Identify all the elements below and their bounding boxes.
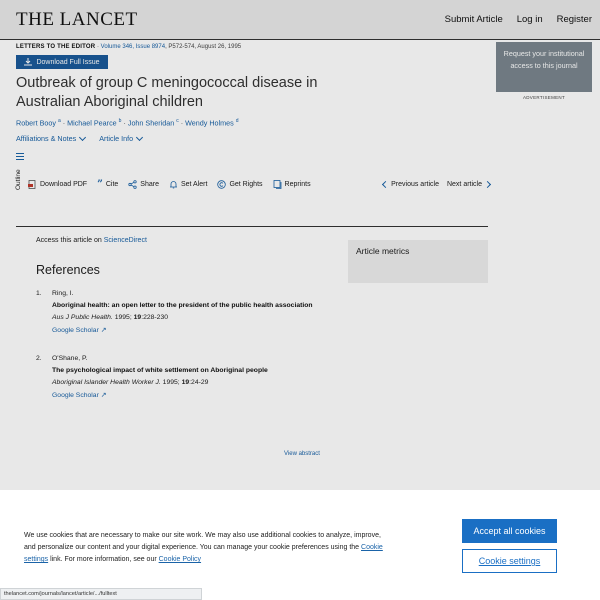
- cite-button[interactable]: ” Cite: [97, 178, 119, 190]
- site-header: [0, 0, 600, 40]
- outline-label[interactable]: Outline: [15, 169, 22, 190]
- article-toolbar: [28, 180, 490, 189]
- affiliations-toggle[interactable]: Affiliations & Notes: [16, 134, 85, 143]
- download-pdf-button[interactable]: Download PDF: [28, 180, 87, 189]
- google-scholar-link[interactable]: Google Scholar ↗: [52, 327, 107, 334]
- reference-source: Aboriginal Islander Health Worker J. 1995; 19:24-29: [52, 379, 209, 386]
- author-link[interactable]: Michael Pearce: [67, 118, 117, 128]
- bell-icon: [169, 180, 178, 189]
- header-nav: [445, 14, 592, 25]
- share-icon: [128, 180, 137, 189]
- reference-title: The psychological impact of white settlement on Aboriginal people: [52, 367, 268, 374]
- copyright-icon: [217, 180, 226, 189]
- article-title: Outbreak of group C meningococcal disease in Australian Aboriginal children: [16, 75, 318, 110]
- article-pager: [383, 181, 490, 188]
- submit-article-link[interactable]: Submit Article: [444, 14, 503, 25]
- cookie-settings-button[interactable]: Cookie settings: [462, 549, 557, 573]
- breadcrumb: LETTERS TO THE EDITOR · Volume 346, Issue 8974, P572-574, August 26, 1995: [16, 44, 242, 50]
- download-icon: [24, 58, 32, 66]
- external-link-icon: ↗: [100, 327, 107, 334]
- reference-title: Aboriginal health: an open letter to the president of the public health association: [52, 302, 313, 309]
- author-link[interactable]: John Sheridan: [127, 118, 175, 128]
- author-list: Robert Booy $^a$ · Michael Pearce $^b$ · John Sheridan $^c$ · Wendy Holmes $^d$: [16, 118, 239, 128]
- accept-all-cookies-button[interactable]: Accept all cookies: [462, 519, 557, 543]
- article-metrics-panel: [348, 240, 488, 283]
- get-rights-button[interactable]: Get Rights: [217, 180, 262, 189]
- advertisement-label: ADVERTISEMENT: [522, 95, 566, 100]
- google-scholar-link[interactable]: Google Scholar ↗: [52, 392, 107, 399]
- references-heading: References: [36, 263, 100, 277]
- outline-menu-icon[interactable]: [16, 153, 24, 160]
- external-link-icon: ↗: [100, 392, 107, 399]
- register-link[interactable]: Register: [556, 14, 592, 25]
- next-article-link[interactable]: Next article: [447, 181, 490, 188]
- issue-meta: , P572-574, August 26, 1995: [165, 44, 242, 50]
- chevron-left-icon: [382, 181, 389, 188]
- article-info-toggle[interactable]: Article Info: [99, 134, 142, 143]
- status-bar-url: thelancet.com/journals/lancet/article/.../fulltext: [0, 588, 202, 600]
- cookie-settings-link[interactable]: Cookie settings: [24, 544, 383, 563]
- share-button[interactable]: Share: [128, 180, 159, 189]
- set-alert-button[interactable]: Set Alert: [169, 180, 207, 189]
- author-link[interactable]: Wendy Holmes: [185, 118, 234, 128]
- download-full-issue-button[interactable]: Download Full Issue: [16, 55, 108, 69]
- access-note: Access this article on ScienceDirect: [36, 237, 147, 244]
- quote-icon: ”: [97, 178, 103, 190]
- lancet-logo[interactable]: THE LANCET: [16, 9, 138, 30]
- cookie-text: We use cookies that are necessary to make our site work. We may also use additional cookies to analyze, improve, and personalize our content and your digital experience. You can manage your cookie preferences using the Cookie settings link. For more information, see our Cookie Policy: [24, 532, 383, 563]
- reprints-icon: [273, 180, 282, 189]
- author-link[interactable]: Robert Booy: [16, 118, 56, 128]
- previous-article-link[interactable]: Previous article: [383, 181, 439, 188]
- view-abstract-link[interactable]: View abstract: [284, 451, 320, 457]
- log-in-link[interactable]: Log in: [516, 14, 543, 25]
- reprints-button[interactable]: Reprints: [273, 180, 311, 189]
- article-metrics-title: Article metrics: [356, 246, 410, 256]
- chevron-right-icon: [484, 181, 491, 188]
- sciencedirect-link[interactable]: ScienceDirect: [103, 237, 147, 244]
- volume-link[interactable]: Volume 346, Issue 8974: [100, 44, 166, 50]
- reference-authors: O'Shane, P.: [52, 355, 88, 362]
- reference-authors: Ring, I.: [52, 290, 74, 297]
- chevron-down-icon: [79, 133, 86, 140]
- pdf-icon: [28, 180, 37, 189]
- chevron-down-icon: [136, 133, 143, 140]
- reference-source: Aus J Public Health. 1995; 19:228-230: [52, 314, 169, 321]
- section-label: LETTERS TO THE EDITOR: [16, 44, 96, 50]
- cookie-policy-link[interactable]: Cookie Policy: [158, 556, 202, 563]
- article-meta-links: [16, 134, 142, 143]
- institutional-access-box[interactable]: Request your institutional access to this journal: [496, 42, 592, 92]
- content-divider: [16, 226, 488, 227]
